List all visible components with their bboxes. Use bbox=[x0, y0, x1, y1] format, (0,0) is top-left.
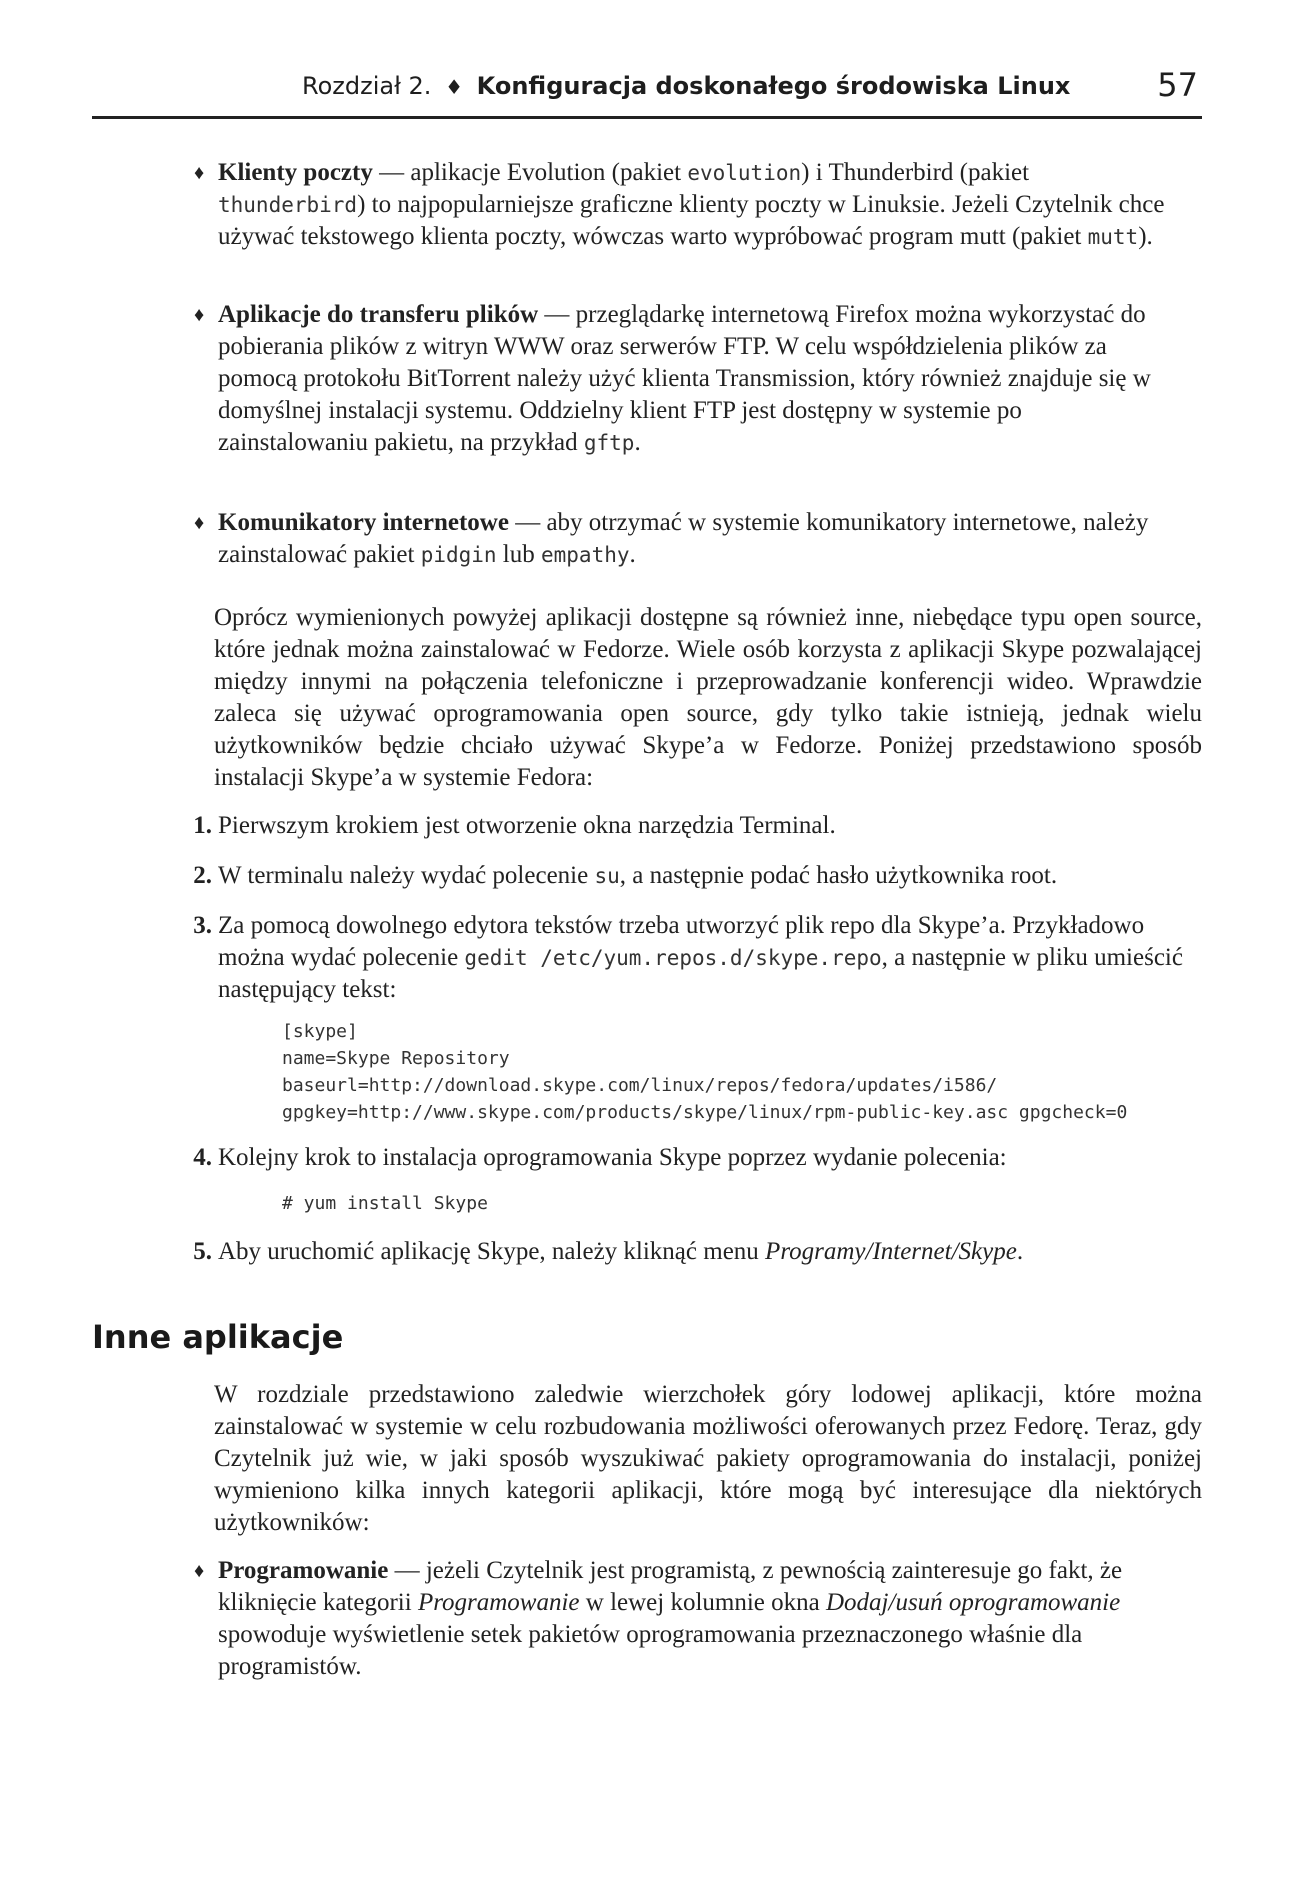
bullet-text-part: ) i Thunderbird (pakiet bbox=[801, 159, 1030, 186]
bullet-text bbox=[218, 1555, 1178, 1683]
step-text-part: Aby uruchomić aplikację Skype, należy kliknąć menu bbox=[218, 1238, 766, 1265]
bullet-term: Komunikatory internetowe bbox=[218, 509, 509, 536]
step-text: Kolejny krok to instalacja oprogramowania Skype poprzez wydanie polecenia: bbox=[218, 1144, 1007, 1171]
bullet-text-part: ). bbox=[1138, 223, 1153, 250]
bullet-text-part: spowoduje wyświetlenie setek pakietów oprogramowania przeznaczonego właśnie dla programistów. bbox=[218, 1621, 1083, 1680]
bullet-text bbox=[218, 299, 1178, 459]
bullet-term: Aplikacje do transferu plików bbox=[218, 301, 539, 328]
step-text-part: W terminalu należy wydać polecenie bbox=[218, 862, 595, 889]
command: su bbox=[594, 864, 620, 888]
package-name: pidgin bbox=[420, 543, 497, 567]
step-text bbox=[218, 910, 1188, 1006]
step-number: 3. bbox=[193, 912, 212, 939]
step-item bbox=[193, 810, 1188, 842]
bullet-term: Klienty poczty bbox=[218, 159, 373, 186]
step-text bbox=[218, 860, 1188, 892]
bullet-text-part: — jeżeli Czytelnik jest programistą, z pewnością zainteresuje go fakt, że kliknięcie kategorii bbox=[218, 1557, 1123, 1616]
diamond-icon: ♦ bbox=[194, 512, 205, 534]
step-item bbox=[193, 1142, 1188, 1174]
step-number: 2. bbox=[193, 862, 212, 889]
step-text-part: . bbox=[1016, 1238, 1024, 1265]
code-block-install: # yum install Skype bbox=[282, 1193, 488, 1214]
bullet-item-messengers bbox=[194, 507, 1178, 571]
step-text bbox=[218, 1236, 1188, 1268]
window-name: Dodaj/usuń oprogramowanie bbox=[826, 1589, 1121, 1616]
package-name: thunderbird bbox=[218, 193, 358, 217]
step-number: 4. bbox=[193, 1144, 212, 1171]
step-number: 1. bbox=[193, 812, 212, 839]
bullet-item-programming bbox=[194, 1555, 1178, 1683]
bullet-text-part: — przeglądarkę internetową Firefox można wykorzystać do pobierania plików z witryn WWW oraz serwerów FTP. W celu współdzielenia plików za pomocą protokołu BitTorrent należy użyć klienta Transmission, który również znajduje się w domyślnej instalacji systemu. Oddzielny klient FTP jest dostępny w systemie po zainstalowaniu pakietu, na przykład bbox=[218, 301, 1151, 456]
step-item bbox=[193, 910, 1188, 1006]
running-head-text bbox=[302, 72, 1070, 100]
step-item bbox=[193, 860, 1188, 892]
bullet-text bbox=[218, 507, 1178, 571]
code-block-repo: [skype] name=Skype Repository baseurl=http://download.skype.com/linux/repos/fedora/updates/i586/ gpgkey=http://www.skype.com/products/skype/linux/rpm-public-key.asc gpgcheck=0 bbox=[282, 1021, 1128, 1123]
step-text-part: , a następnie podać hasło użytkownika root. bbox=[619, 862, 1058, 889]
bullet-text bbox=[218, 157, 1178, 253]
bullet-text-part: . bbox=[634, 429, 641, 456]
section-title: Inne aplikacje bbox=[92, 1318, 344, 1356]
step-text: Pierwszym krokiem jest otworzenie okna narzędzia Terminal. bbox=[218, 812, 836, 839]
menu-path: Programy/Internet/Skype bbox=[765, 1238, 1017, 1265]
bullet-text-part: lub bbox=[496, 541, 541, 568]
package-name: mutt bbox=[1087, 225, 1139, 249]
category-name: Programowanie bbox=[417, 1589, 580, 1616]
bullet-text-part: w lewej kolumnie okna bbox=[579, 1589, 826, 1616]
bullet-term: Programowanie bbox=[218, 1557, 389, 1584]
running-head bbox=[92, 64, 1202, 119]
step-item bbox=[193, 1236, 1188, 1268]
step-text-part: , a następnie w pliku umieścić następujący tekst: bbox=[218, 944, 1183, 1003]
bullet-item-mail-clients bbox=[194, 157, 1178, 253]
bullet-text-part: — aby otrzymać w systemie komunikatory internetowe, należy zainstalować pakiet bbox=[218, 509, 1149, 568]
bullet-text-part: . bbox=[629, 541, 636, 568]
diamond-icon: ♦ bbox=[194, 162, 205, 184]
diamond-icon: ♦ bbox=[194, 1560, 205, 1582]
command: gedit /etc/yum.repos.d/skype.repo bbox=[464, 946, 882, 970]
bullet-text-part: ) to najpopularniejsze graficzne klienty poczty w Linuksie. Jeżeli Czytelnik chce używać tekstowego klienta poczty, wówczas warto wypróbować program mutt (pakiet bbox=[218, 191, 1165, 250]
package-name: empathy bbox=[541, 543, 630, 567]
step-number: 5. bbox=[193, 1238, 212, 1265]
package-name: evolution bbox=[687, 161, 802, 185]
diamond-icon: ♦ bbox=[194, 304, 205, 326]
package-name: gftp bbox=[583, 431, 635, 455]
intro-paragraph: Oprócz wymienionych powyżej aplikacji dostępne są również inne, niebędące typu open source, które jednak można zainstalować w Fedorze. Wiele osób korzysta z aplikacji Skype pozwalającej między innymi na połączenia telefoniczne i przeprowadzanie konferencji wideo. Wprawdzie zaleca się używać oprogramowania open source, gdy tylko takie istnieją, jednak wielu użytkowników będzie chciało używać Skype’a w Fedorze. Poniżej przedstawiono sposób instalacji Skype’a w systemie Fedora: bbox=[214, 604, 1202, 791]
page-number: 57 bbox=[1157, 66, 1198, 104]
chapter-label: Rozdział 2. bbox=[302, 72, 432, 100]
step-text-part: Za pomocą dowolnego edytora tekstów trzeba utworzyć plik repo dla Skype’a. Przykładowo można wydać polecenie bbox=[218, 912, 1145, 971]
bullet-text-part: — aplikacje Evolution (pakiet bbox=[372, 159, 688, 186]
chapter-title: Konfiguracja doskonałego środowiska Linux bbox=[476, 72, 1071, 100]
section-paragraph: W rozdziale przedstawiono zaledwie wierzchołek góry lodowej aplikacji, które można zainstalować w systemie w celu rozbudowania możliwości oferowanych przez Fedorę. Teraz, gdy Czytelnik już wie, w jaki sposób wyszukiwać pakiety oprogramowania do instalacji, poniżej wymieniono kilka innych kategorii aplikacji, które mogą być interesujące dla niektórych użytkowników: bbox=[214, 1381, 1202, 1536]
bullet-item-file-transfer bbox=[194, 299, 1178, 459]
diamond-icon: ♦ bbox=[445, 75, 464, 99]
